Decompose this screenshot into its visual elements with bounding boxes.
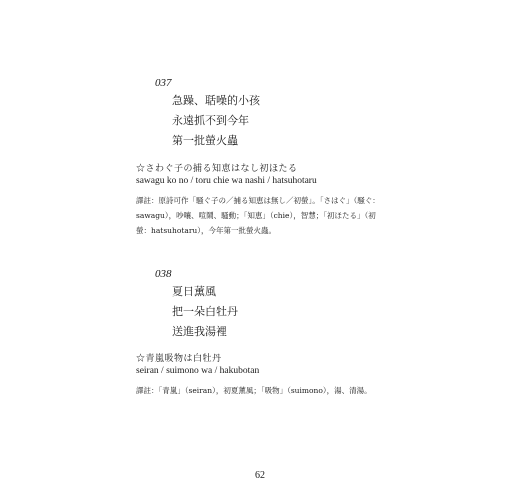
original-haiku: ☆さわぐ子の捕る知恵はなし初ほたる [136,164,298,174]
poem-line: 把一朵白牡丹 [172,305,238,318]
translator-note: 譯註：「青嵐」（seiran），初夏薰風；「吸物」（suimono），湯、清湯。 [136,386,372,395]
entry-number: 037 [155,77,172,89]
page-number: 62 [255,470,265,481]
entry-number: 038 [155,268,172,280]
poem-line: 夏日薰風 [172,285,216,298]
original-haiku: ☆青嵐吸物は白牡丹 [136,354,222,364]
romanization: sawagu ko no / toru chie wa nashi / hatsuhotaru [136,176,317,186]
romanization: seiran / suimono wa / hakubotan [136,366,260,376]
translator-note: 譯註：原詩可作「騒ぐ子の／捕る知恵は無し／初螢」。「さはぐ」（騒ぐ：sawagu），吵嚷、喧鬧、騷動；「知恵」（chie），智慧；「初ほたる」（初螢：hatsuhotaru），今年第一批螢火蟲。 [136,196,380,235]
poem-line: 永遠抓不到今年 [172,114,249,127]
translated-poem [172,282,238,342]
poem-line: 第一批螢火蟲 [172,134,238,147]
translated-poem [172,91,260,151]
poem-line: 急躁、聒噪的小孩 [172,94,260,107]
poem-line: 送進我湯裡 [172,325,227,338]
